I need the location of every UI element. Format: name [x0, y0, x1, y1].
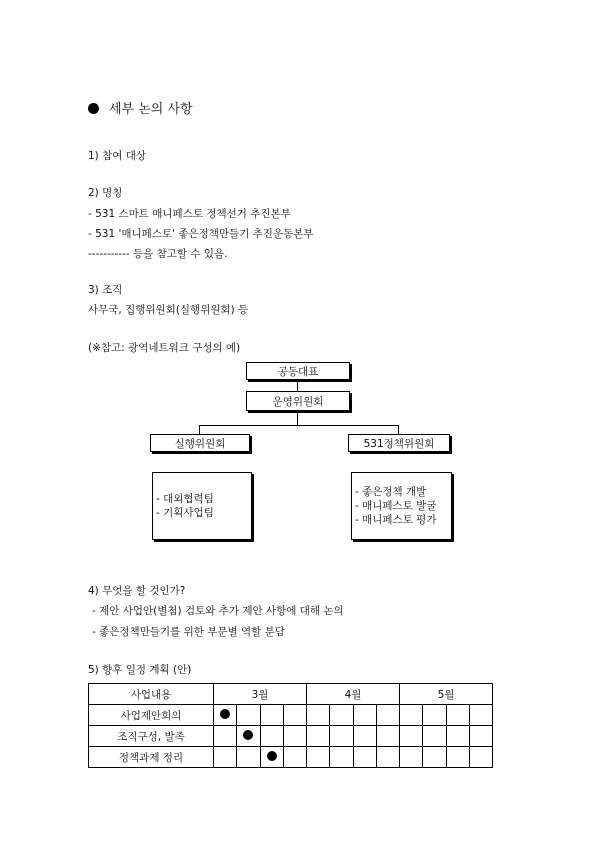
bullet-icon [88, 103, 99, 114]
schedule-cell [260, 705, 283, 726]
schedule-cell [307, 705, 330, 726]
schedule-row-label: 정책과제 정리 [89, 747, 214, 768]
schedule-mark-icon [243, 730, 253, 740]
schedule-row-label: 사업제안회의 [89, 705, 214, 726]
task-line-1: - 제안 사업안(별첨) 검토와 추가 제안 사항에 대해 논의 [92, 605, 344, 617]
section-4-title: 4) 무엇을 할 것인가? [88, 585, 186, 597]
schedule-header-row [89, 684, 493, 705]
org-connector [297, 410, 298, 426]
org-connector [297, 379, 298, 391]
month-header: 5월 [400, 684, 493, 705]
schedule-cell [214, 747, 237, 768]
section-heading [88, 98, 193, 117]
reference-note: (※참고: 광역네트워크 구성의 예) [88, 342, 241, 354]
task-item: - 매니페스토 평가 [355, 514, 437, 526]
schedule-cell [400, 705, 423, 726]
schedule-cell [260, 726, 283, 747]
org-box-steering-committee: 운영위원회 [246, 391, 350, 411]
schedule-cell [353, 747, 376, 768]
task-line-2: - 좋은정책만들기를 위한 부문별 역할 분담 [92, 626, 285, 638]
schedule-cell [446, 726, 469, 747]
schedule-cell [283, 726, 306, 747]
schedule-cell [330, 726, 353, 747]
schedule-cell [283, 705, 306, 726]
org-connector [199, 425, 399, 426]
month-header: 3월 [214, 684, 307, 705]
section-3-title: 3) 조직 [88, 284, 123, 296]
schedule-cell [446, 747, 469, 768]
schedule-cell [469, 705, 492, 726]
schedule-row [89, 726, 493, 747]
schedule-cell [237, 726, 260, 747]
schedule-cell [376, 726, 399, 747]
section-2-title: 2) 명칭 [88, 187, 123, 199]
task-item: - 매니페스토 발굴 [355, 500, 437, 512]
org-box-executive-teams [152, 472, 252, 540]
schedule-row [89, 747, 493, 768]
schedule-header-label: 사업내용 [89, 684, 214, 705]
schedule-cell [307, 726, 330, 747]
schedule-cell [400, 747, 423, 768]
schedule-cell [330, 747, 353, 768]
schedule-cell [423, 747, 446, 768]
team-item: - 대외협력팀 [156, 493, 214, 505]
schedule-mark-icon [220, 709, 230, 719]
section-heading-text: 세부 논의 사항 [109, 102, 193, 117]
month-header: 4월 [307, 684, 400, 705]
schedule-cell [446, 705, 469, 726]
schedule-table [88, 683, 493, 768]
schedule-cell [330, 705, 353, 726]
schedule-cell [469, 726, 492, 747]
name-option-2: - 531 '매니페스토' 좋은정책만들기 추진운동본부 [88, 228, 314, 240]
section-1-title: 1) 참여 대상 [88, 150, 147, 162]
schedule-cell [353, 705, 376, 726]
org-connector [199, 425, 200, 434]
name-note: ----------- 등을 참고할 수 있음. [88, 248, 228, 260]
schedule-cell [423, 705, 446, 726]
schedule-cell [376, 705, 399, 726]
schedule-row-label: 조직구성, 발족 [89, 726, 214, 747]
org-box-policy-committee: 531정책위원회 [348, 434, 450, 452]
schedule-cell [376, 747, 399, 768]
schedule-cell [283, 747, 306, 768]
organization-line: 사무국, 집행위원회(실행위원회) 등 [88, 304, 249, 316]
org-box-policy-tasks [351, 472, 452, 540]
task-item: - 좋은정책 개발 [355, 486, 427, 498]
section-5-title: 5) 향후 일정 계획 (안) [88, 664, 192, 676]
schedule-cell [214, 705, 237, 726]
org-box-executive-committee: 실행위원회 [150, 434, 250, 452]
schedule-cell [400, 726, 423, 747]
schedule-cell [307, 747, 330, 768]
schedule-cell [423, 726, 446, 747]
schedule-mark-icon [267, 751, 277, 761]
schedule-cell [353, 726, 376, 747]
schedule-cell [469, 747, 492, 768]
schedule-cell [237, 747, 260, 768]
schedule-cell [237, 705, 260, 726]
name-option-1: - 531 스마트 매니페스토 정책선거 추진본부 [88, 208, 291, 220]
schedule-row [89, 705, 493, 726]
schedule-cell [214, 726, 237, 747]
team-item: - 기획사업팀 [156, 507, 214, 519]
org-box-co-representatives: 공동대표 [246, 362, 350, 380]
org-connector [398, 425, 399, 434]
schedule-cell [260, 747, 283, 768]
